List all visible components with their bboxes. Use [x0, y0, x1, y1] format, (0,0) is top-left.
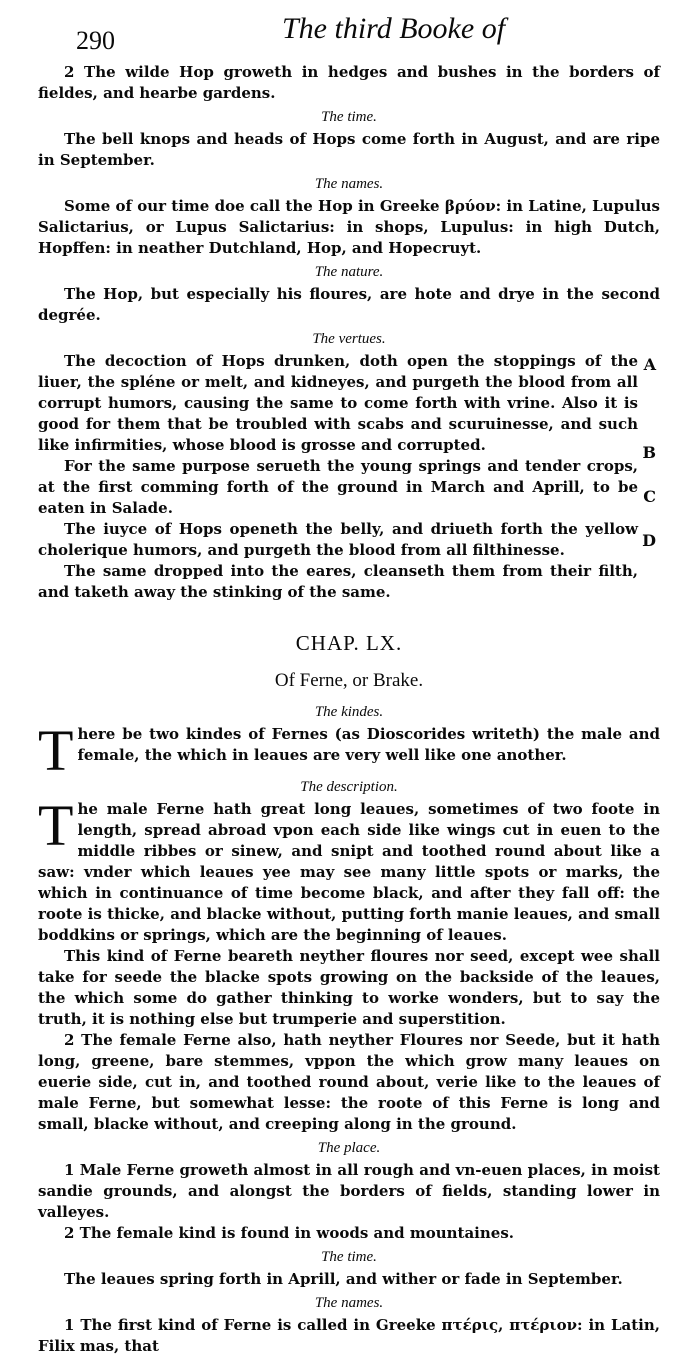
ferne-names-heading: The names. — [314, 1295, 384, 1311]
chapter-title: Of Ferne, or Brake. — [274, 670, 424, 691]
hops-vertues-heading: The vertues. — [312, 331, 386, 347]
ferne-description-paragraph-3: 2 The female Ferne also, hath neyther Floures nor Seede, but it hath long, greene, bare stemmes, vppon the which grow many leaues on euerie side, cut in, and toothed round about, verie like to the leaues of male Ferne, but somewhat lesse: the roote of this Ferne is long and small, blacke without, and creeping along in the ground. — [38, 1031, 660, 1133]
hops-names-heading: The names. — [314, 176, 384, 192]
hops-vertue-paragraph-3: The iuyce of Hops openeth the belly, and driueth forth the yellow cholerique humors, and purgeth the blood from all filthinesse. — [38, 520, 638, 559]
ferne-kindes-block — [38, 724, 660, 774]
hops-nature-heading: The nature. — [314, 264, 384, 280]
margin-letter-d: D — [642, 531, 656, 550]
hops-place-paragraph: 2 The wilde Hop groweth in hedges and bushes in the borders of fieldes, and hearbe gardens. — [38, 63, 660, 102]
ferne-description-heading: The description. — [300, 779, 398, 795]
hops-nature-paragraph: The Hop, but especially his floures, are hote and drye in the second degrée. — [38, 285, 660, 324]
hops-vertue-paragraph-1: The decoction of Hops drunken, doth open the stoppings of the liuer, the spléne or melt, and kidneyes, and purgeth the blood from all corrupt humors, causing the same to come forth with vrine. Also it is good for them that be troubled with scabs and scuruinesse, and such like infirmities, whose blood is grosse and corrupted. — [38, 352, 638, 454]
drop-cap: T — [38, 799, 74, 858]
ferne-place-paragraph-2: 2 The female kind is found in woods and mountaines. — [64, 1224, 514, 1242]
chapter-number: CHAP. LX. — [295, 631, 403, 655]
hops-time-paragraph: The bell knops and heads of Hops come forth in August, and are ripe in September. — [38, 130, 660, 169]
hops-vertue-paragraph-2: For the same purpose serueth the young springs and tender crops, at the first comming forth of the ground in March and Aprill, to be eaten in Salade. — [38, 457, 638, 517]
hops-time-heading: The time. — [321, 109, 377, 125]
ferne-names-paragraph: 1 The first kind of Ferne is called in Greeke πτέρις, πτέριον: in Latin, Filix mas, that — [38, 1316, 660, 1355]
hops-names-paragraph: Some of our time doe call the Hop in Greeke βρύον: in Latine, Lupulus Salictarius, or Lupus Salictarius: in shops, Lupulus: in high Dutch, Hopffen: in neather Dutchland, Hop, and Hopecruyt. — [38, 197, 660, 257]
margin-letter-c: C — [643, 487, 656, 506]
ferne-description-paragraph-2: This kind of Ferne beareth neyther floures nor seed, except wee shall take for seede the blacke spots growing on the backside of the leaues, the which some do gather thinking to worke wonders, but to say the truth, it is nothing else but trumperie and superstition. — [38, 947, 660, 1028]
vertues-block — [38, 351, 660, 603]
ferne-description-paragraph: he male Ferne hath great long leaues, sometimes of two foote in length, spread abroad vpon each side like wings cut in euen to the middle ribbes or sinew, and snipt and toothed round about like a saw: vnder which leaues yee may see many little spots or marks, the which in continuance of time become black, and after they fall off: the roote is thicke, and blacke without, putting forth manie leaues, and small boddkins or springs, which are the beginning of leaues. — [38, 800, 660, 944]
drop-cap: T — [38, 724, 74, 774]
margin-letter-a: A — [643, 355, 656, 374]
ferne-time-paragraph: The leaues spring forth in Aprill, and wither or fade in September. — [64, 1270, 623, 1288]
margin-letter-b: B — [642, 443, 656, 462]
ferne-kindes-paragraph: here be two kindes of Fernes (as Dioscorides writeth) the male and female, the which in leaues are very well like one another. — [77, 725, 660, 764]
page-number: 290 — [76, 26, 115, 55]
ferne-description-block — [38, 799, 660, 946]
ferne-place-paragraph-1: 1 Male Ferne groweth almost in all rough and vn-euen places, in moist sandie grounds, and alongst the borders of fields, standing lower in valleyes. — [38, 1161, 660, 1221]
page-header — [38, 0, 660, 62]
running-title: The third Booke of — [282, 12, 506, 45]
hops-vertue-paragraph-4: The same dropped into the eares, cleanseth them from their filth, and taketh away the stinking of the same. — [38, 562, 638, 601]
ferne-kindes-heading: The kindes. — [314, 704, 384, 720]
ferne-time-heading: The time. — [321, 1249, 377, 1265]
ferne-place-heading: The place. — [317, 1140, 381, 1156]
